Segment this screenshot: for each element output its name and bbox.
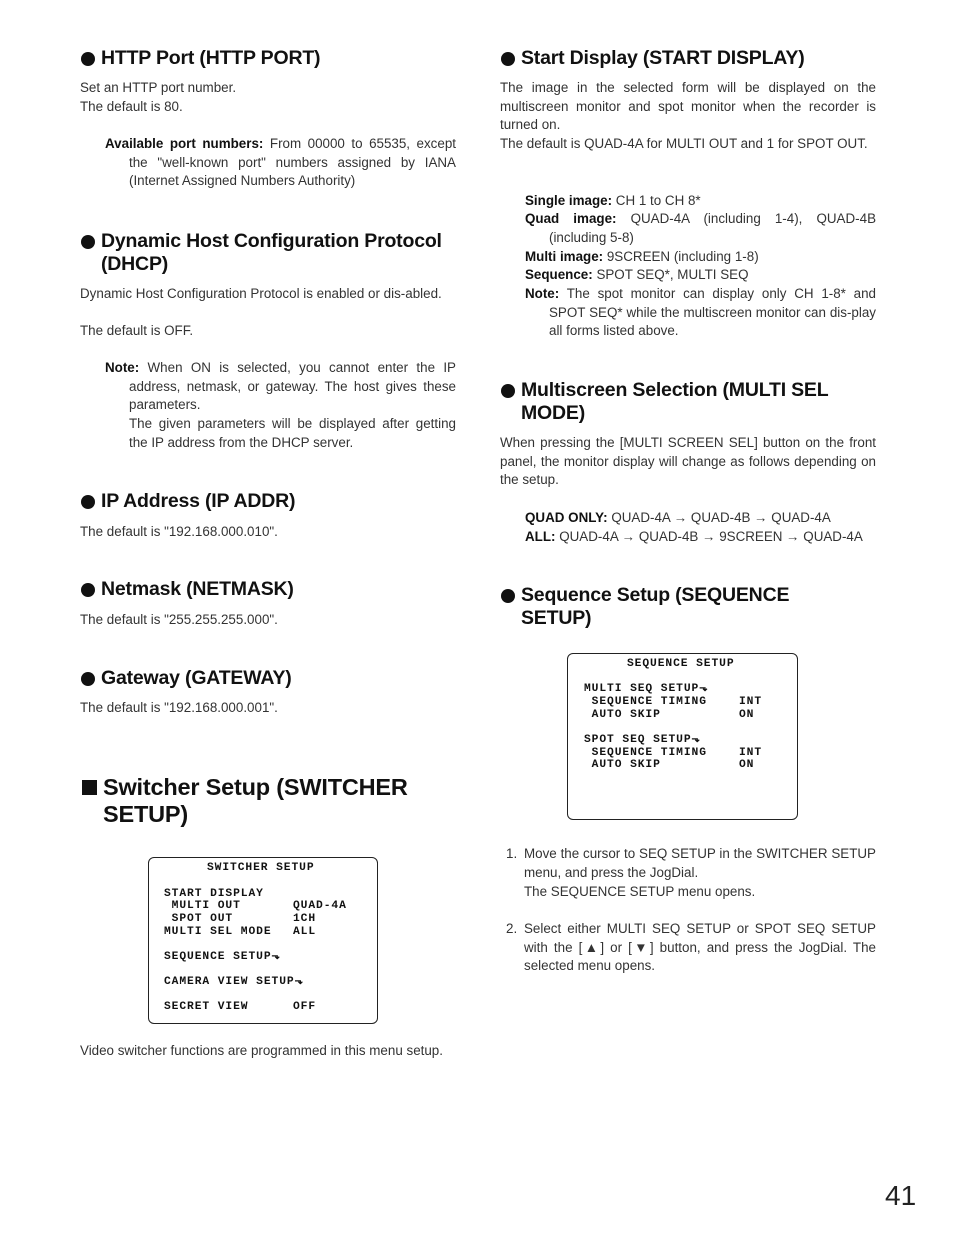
multi-image-line: Multi image: 9SCREEN (including 1-8): [525, 249, 759, 264]
gateway-heading: Gateway (GATEWAY): [80, 667, 477, 690]
bullet-icon: [501, 589, 515, 603]
quad-image-line: Quad image: QUAD-4A (including 1-4), QUAD-4B (including 5-8): [525, 211, 877, 245]
multiscreen-text: When pressing the [MULTI SCREEN SEL] button on the front panel, the monitor display will change as follows depending on the setup.: [500, 435, 876, 488]
http-port-heading: HTTP Port (HTTP PORT): [80, 47, 477, 70]
sequence-setup-heading: Sequence Setup (SEQUENCE SETUP): [500, 584, 841, 630]
dhcp-note: Note: When ON is selected, you cannot enter the IP address, netmask, or gateway. The host gives these parameters.: [105, 360, 456, 413]
start-display-text-1: The image in the selected form will be displayed on the multiscreen monitor and spot monitor when the recorder is turned on.: [500, 80, 876, 133]
spot-auto-skip-label: AUTO SKIP: [584, 759, 661, 771]
gateway-text: The default is "192.168.000.001".: [80, 700, 278, 715]
multi-seq-timing-value: INT: [739, 696, 763, 708]
dhcp-heading: Dynamic Host Configuration Protocol (DHCP): [80, 230, 477, 276]
step-1-number: 1.: [506, 846, 518, 861]
dhcp-text-2: The default is OFF.: [80, 323, 194, 338]
step-1-text: Move the cursor to SEQ SETUP in the SWITCHER SETUP menu, and press the JogDial.: [524, 846, 876, 880]
submenu-arrow-icon: ⬎: [271, 952, 281, 963]
bullet-icon: [81, 583, 95, 597]
secret-view-value: OFF: [293, 1001, 317, 1013]
spot-seq-timing-value: INT: [739, 747, 763, 759]
bullet-icon: [81, 52, 95, 66]
spot-seq-timing-label: SEQUENCE TIMING: [584, 747, 707, 759]
single-image-line: Single image: CH 1 to CH 8*: [525, 193, 701, 208]
multi-out-label: MULTI OUT: [164, 900, 241, 912]
start-display-note: Note: The spot monitor can display only CH 1-8* and SPOT SEQ* while the multiscreen monitor can dis-play all forms listed above.: [525, 286, 876, 339]
multi-sel-mode-value: ALL: [293, 926, 317, 938]
square-bullet-icon: [82, 780, 97, 795]
screen-title: SWITCHER SETUP: [207, 862, 315, 874]
multiscreen-selection-heading: Multiscreen Selection (MULTI SEL MODE): [500, 379, 871, 425]
bullet-icon: [501, 52, 515, 66]
ip-address-text: The default is "192.168.000.010".: [80, 524, 278, 539]
camera-view-setup-item: CAMERA VIEW SETUP⬎: [164, 976, 304, 988]
quad-only-line: QUAD ONLY: QUAD-4A → QUAD-4B → QUAD-4A: [525, 510, 831, 525]
spot-out-value: 1CH: [293, 913, 317, 925]
submenu-arrow-icon: ⬎: [294, 977, 304, 988]
sequence-line: Sequence: SPOT SEQ*, MULTI SEQ: [525, 267, 749, 282]
all-line: ALL: QUAD-4A → QUAD-4B → 9SCREEN → QUAD-4A: [525, 529, 863, 544]
multi-seq-timing-label: SEQUENCE TIMING: [584, 696, 707, 708]
switcher-setup-heading: Switcher Setup (SWITCHER SETUP): [80, 774, 453, 828]
multi-sel-mode-label: MULTI SEL MODE: [164, 926, 272, 938]
bullet-icon: [81, 672, 95, 686]
sequence-setup-screen: [567, 653, 798, 820]
available-ports-label: Available port numbers:: [105, 136, 264, 151]
start-display-label: START DISPLAY: [164, 888, 264, 900]
multi-auto-skip-label: AUTO SKIP: [584, 709, 661, 721]
step-2-text: Select either MULTI SEQ SETUP or SPOT SEQ SETUP with the [▲] or [▼] button, and press the JogDial. The selected menu opens.: [524, 921, 876, 974]
dhcp-note-label: Note:: [105, 360, 140, 375]
submenu-arrow-icon: ⬎: [699, 684, 709, 695]
start-display-text-2: The default is QUAD-4A for MULTI OUT and 1 for SPOT OUT.: [500, 136, 868, 151]
dhcp-text-1: Dynamic Host Configuration Protocol is enabled or dis-abled.: [80, 286, 442, 301]
bullet-icon: [501, 384, 515, 398]
multi-out-value: QUAD-4A: [293, 900, 347, 912]
step-1-result: The SEQUENCE SETUP menu opens.: [524, 884, 756, 899]
switcher-setup-screen: [148, 857, 378, 1024]
page-number: 41: [885, 1180, 917, 1211]
dhcp-note-2: The given parameters will be displayed after getting the IP address from the DHCP server.: [129, 416, 456, 450]
spot-seq-setup-item: SPOT SEQ SETUP⬎: [584, 734, 701, 746]
spot-auto-skip-value: ON: [739, 759, 755, 771]
multi-seq-setup-item: MULTI SEQ SETUP⬎: [584, 683, 709, 695]
bullet-icon: [81, 235, 95, 249]
secret-view-label: SECRET VIEW: [164, 1001, 249, 1013]
multi-auto-skip-value: ON: [739, 709, 755, 721]
bullet-icon: [81, 495, 95, 509]
netmask-text: The default is "255.255.255.000".: [80, 612, 278, 627]
netmask-heading: Netmask (NETMASK): [80, 578, 477, 601]
http-text-2: The default is 80.: [80, 99, 183, 114]
ip-address-heading: IP Address (IP ADDR): [80, 490, 477, 513]
sequence-setup-item: SEQUENCE SETUP⬎: [164, 951, 281, 963]
spot-out-label: SPOT OUT: [164, 913, 234, 925]
screen-title: SEQUENCE SETUP: [627, 658, 735, 670]
submenu-arrow-icon: ⬎: [691, 735, 701, 746]
start-display-heading: Start Display (START DISPLAY): [500, 47, 897, 70]
http-available-ports: Available port numbers: From 00000 to 65535, except the "well-known port" numbers assigned by IANA (Internet Assigned Numbers Authority): [105, 136, 456, 189]
switcher-caption: Video switcher functions are programmed in this menu setup.: [80, 1043, 443, 1058]
step-2-number: 2.: [506, 921, 518, 936]
http-text-1: Set an HTTP port number.: [80, 80, 237, 95]
